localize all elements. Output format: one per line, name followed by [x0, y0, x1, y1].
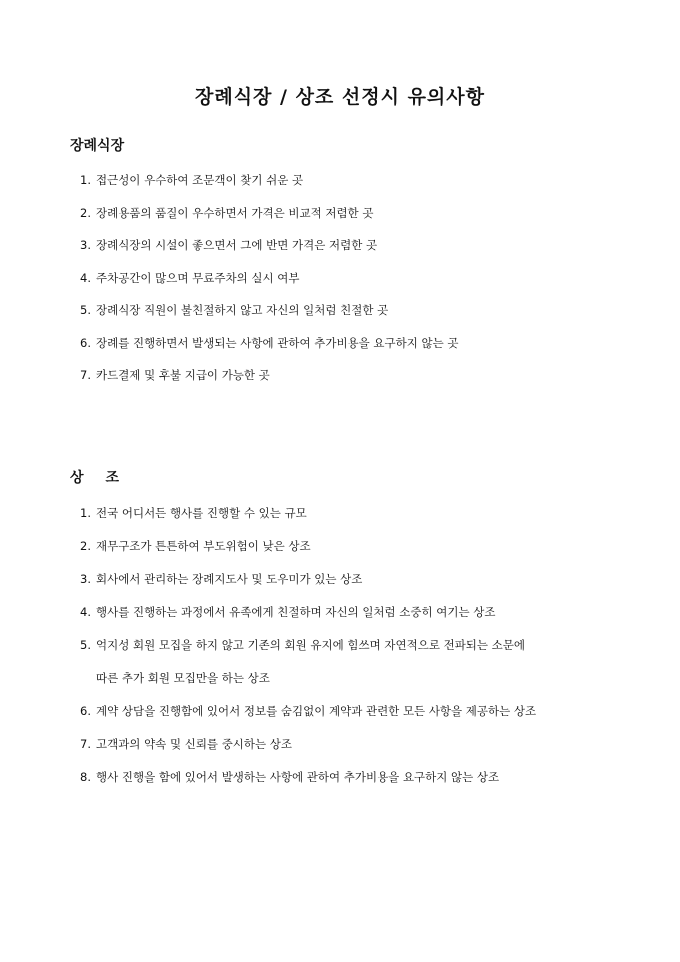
item-text: 재무구조가 튼튼하여 부도위험이 낮은 상조	[95, 539, 311, 553]
list-item	[80, 302, 640, 319]
list-item	[80, 703, 640, 720]
item-text: 주차공간이 많으며 무료주차의 실시 여부	[95, 270, 300, 285]
item-number: 6.	[80, 335, 91, 350]
item-number: 4.	[80, 605, 91, 619]
item-number: 7.	[80, 368, 91, 382]
item-text: 행사를 진행하는 과정에서 유족에게 친절하며 자신의 일처럼 소중히 여기는 상조	[95, 605, 496, 619]
item-number: 4.	[80, 270, 91, 285]
item-number: 1.	[80, 173, 91, 187]
item-number: 2.	[80, 539, 91, 553]
section-heading-funeral-hall: 장례식장	[70, 138, 125, 154]
funeral-hall-list	[80, 172, 640, 400]
list-item	[80, 769, 640, 786]
list-item	[80, 505, 640, 522]
item-text: 전국 어디서든 행사를 진행할 수 있는 규모	[95, 506, 307, 520]
item-text: 계약 상담을 진행함에 있어서 정보를 숨김없이 계약과 관련한 모든 사항을 제공하는 상조	[95, 704, 537, 718]
list-item	[80, 205, 640, 222]
item-text: 억지성 회원 모집을 하지 않고 기존의 회원 유지에 힘쓰며 자연적으로 전파되는 소문에	[95, 638, 526, 652]
item-number: 3.	[80, 572, 91, 586]
list-item	[80, 172, 640, 189]
item-text: 회사에서 관리하는 장례지도사 및 도우미가 있는 상조	[95, 572, 363, 586]
item-number: 7.	[80, 737, 91, 751]
item-number: 3.	[80, 238, 91, 252]
item-text: 장례용품의 품질이 우수하면서 가격은 비교적 저렴한 곳	[95, 205, 374, 220]
page-title: 장례식장 / 상조 선정시 유의사항	[194, 86, 485, 108]
item-text: 카드결제 및 후불 지급이 가능한 곳	[95, 368, 270, 382]
section-heading-sangjo: 상조	[70, 470, 142, 486]
item-text: 장례를 진행하면서 발생되는 사항에 관하여 추가비용을 요구하지 않는 곳	[95, 335, 459, 350]
item-text-continuation: 따른 추가 회원 모집만을 하는 상조	[96, 671, 270, 685]
list-item	[80, 367, 640, 384]
list-item	[80, 335, 640, 352]
item-number: 5.	[80, 638, 91, 652]
list-item	[80, 270, 640, 287]
list-item	[80, 637, 640, 687]
item-text: 장례식장의 시설이 좋으면서 그에 반면 가격은 저렴한 곳	[95, 238, 378, 252]
sangjo-list	[80, 505, 640, 802]
item-number: 1.	[80, 506, 91, 520]
item-text: 행사 진행을 함에 있어서 발생하는 사항에 관하여 추가비용을 요구하지 않는 상조	[95, 770, 500, 784]
list-item	[80, 604, 640, 621]
list-item	[80, 237, 640, 254]
item-number: 2.	[80, 205, 91, 220]
item-number: 5.	[80, 303, 91, 317]
item-number: 6.	[80, 704, 91, 718]
item-number: 8.	[80, 770, 91, 784]
list-item	[80, 538, 640, 555]
item-text: 고객과의 약속 및 신뢰를 중시하는 상조	[95, 737, 293, 751]
item-text: 접근성이 우수하여 조문객이 찾기 쉬운 곳	[95, 173, 304, 187]
item-text: 장례식장 직원이 불친절하지 않고 자신의 일처럼 친절한 곳	[95, 303, 389, 317]
list-item	[80, 571, 640, 588]
list-item	[80, 736, 640, 753]
